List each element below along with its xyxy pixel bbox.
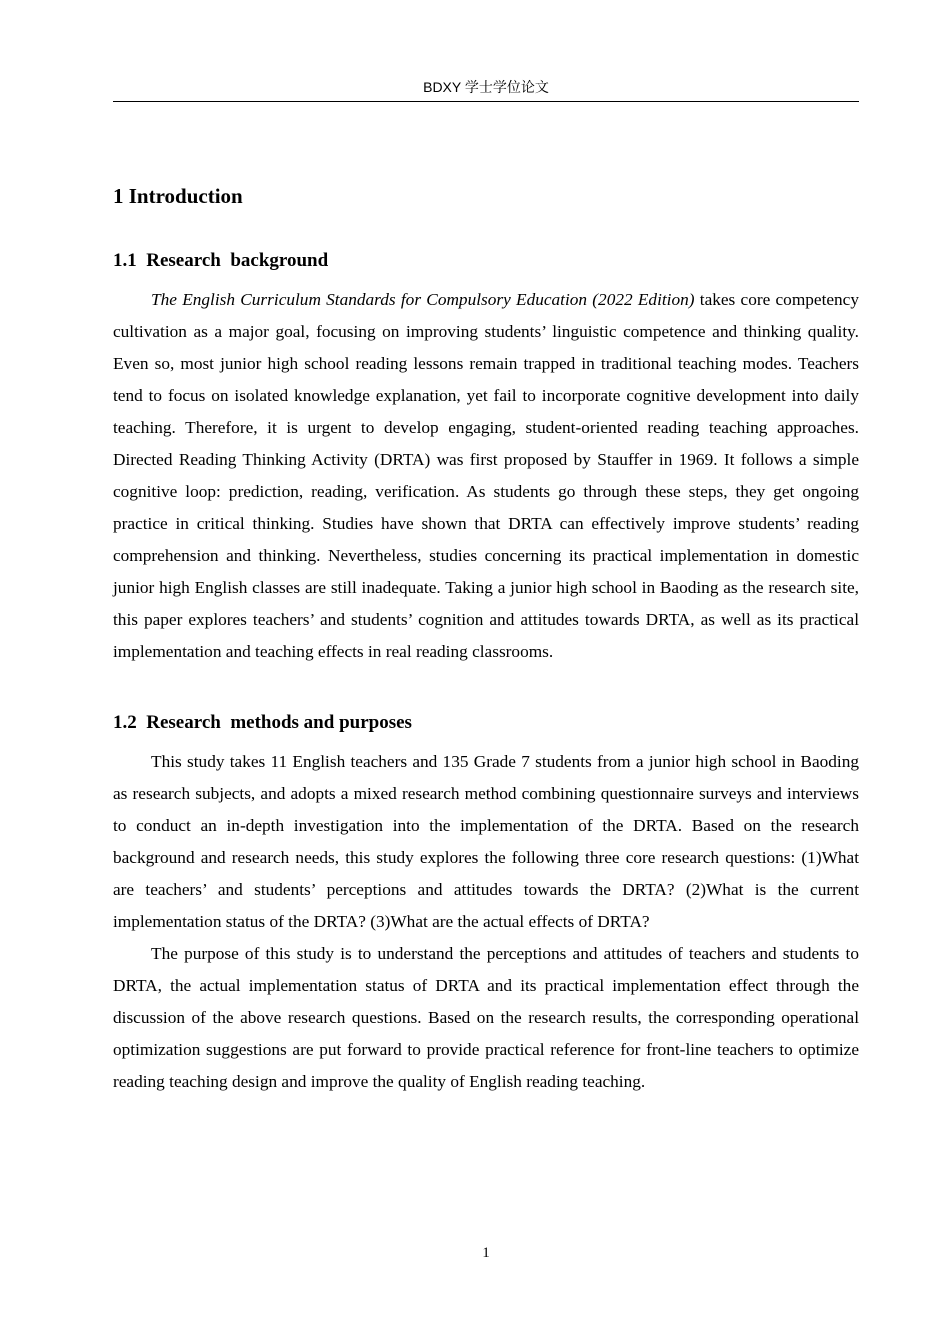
page-content xyxy=(113,176,859,1098)
curriculum-standards-title: The English Curriculum Standards for Compulsory Education (2022 Edition) xyxy=(151,290,695,309)
paragraph-purposes: The purpose of this study is to understand the perceptions and attitudes of teachers and students to DRTA, the actual implementation status of DRTA and its practical implementation effect through the discussion of the above research questions. Based on the research results, the corresponding operational optimization suggestions are put forward to provide practical reference for front-line teachers to optimize reading teaching design and improve the quality of English reading teaching. xyxy=(113,944,859,1091)
section-title-research-background: 1.1 Research background xyxy=(113,250,329,271)
paragraph-research-background xyxy=(113,284,859,668)
header-rule xyxy=(113,101,859,102)
running-header: BDXY 学士学位论文 xyxy=(423,79,549,95)
page-number: 1 xyxy=(482,1245,490,1261)
section-title-methods-purposes: 1.2 Research methods and purposes xyxy=(113,712,412,733)
paragraph-methods: This study takes 11 English teachers and 135 Grade 7 students from a junior high school in Baoding as research subjects, and adopts a mixed research method combining questionnaire surveys and interviews to conduct an in-depth investigation into the implementation of the DRTA. Based on the research background and research needs, this study explores the following three core research questions: (1)What are teachers’ and students’ perceptions and attitudes towards the DRTA? (2)What is the current implementation status of the DRTA? (3)What are the actual effects of DRTA? xyxy=(113,752,859,931)
chapter-title: 1 Introduction xyxy=(113,184,243,208)
paragraph-text: takes core competency cultivation as a major goal, focusing on improving students’ linguistic competence and thinking quality. Even so, most junior high school reading lessons remain trapped in traditional teaching modes. Teachers tend to focus on isolated knowledge explanation, yet fail to incorporate cognitive development into daily teaching. Therefore, it is urgent to develop engaging, student-oriented reading teaching approaches. Directed Reading Thinking Activity (DRTA) was first proposed by Stauffer in 1969. It follows a simple cognitive loop: prediction, reading, verification. As students go through these steps, they get ongoing practice in critical thinking. Studies have shown that DRTA can effectively improve students’ reading comprehension and thinking. Nevertheless, studies concerning its practical implementation in domestic junior high English classes are still inadequate. Taking a junior high school in Baoding as the research site, this paper explores teachers’ and students’ cognition and attitudes towards DRTA, as well as its practical implementation and teaching effects in real reading classrooms. xyxy=(113,290,859,661)
